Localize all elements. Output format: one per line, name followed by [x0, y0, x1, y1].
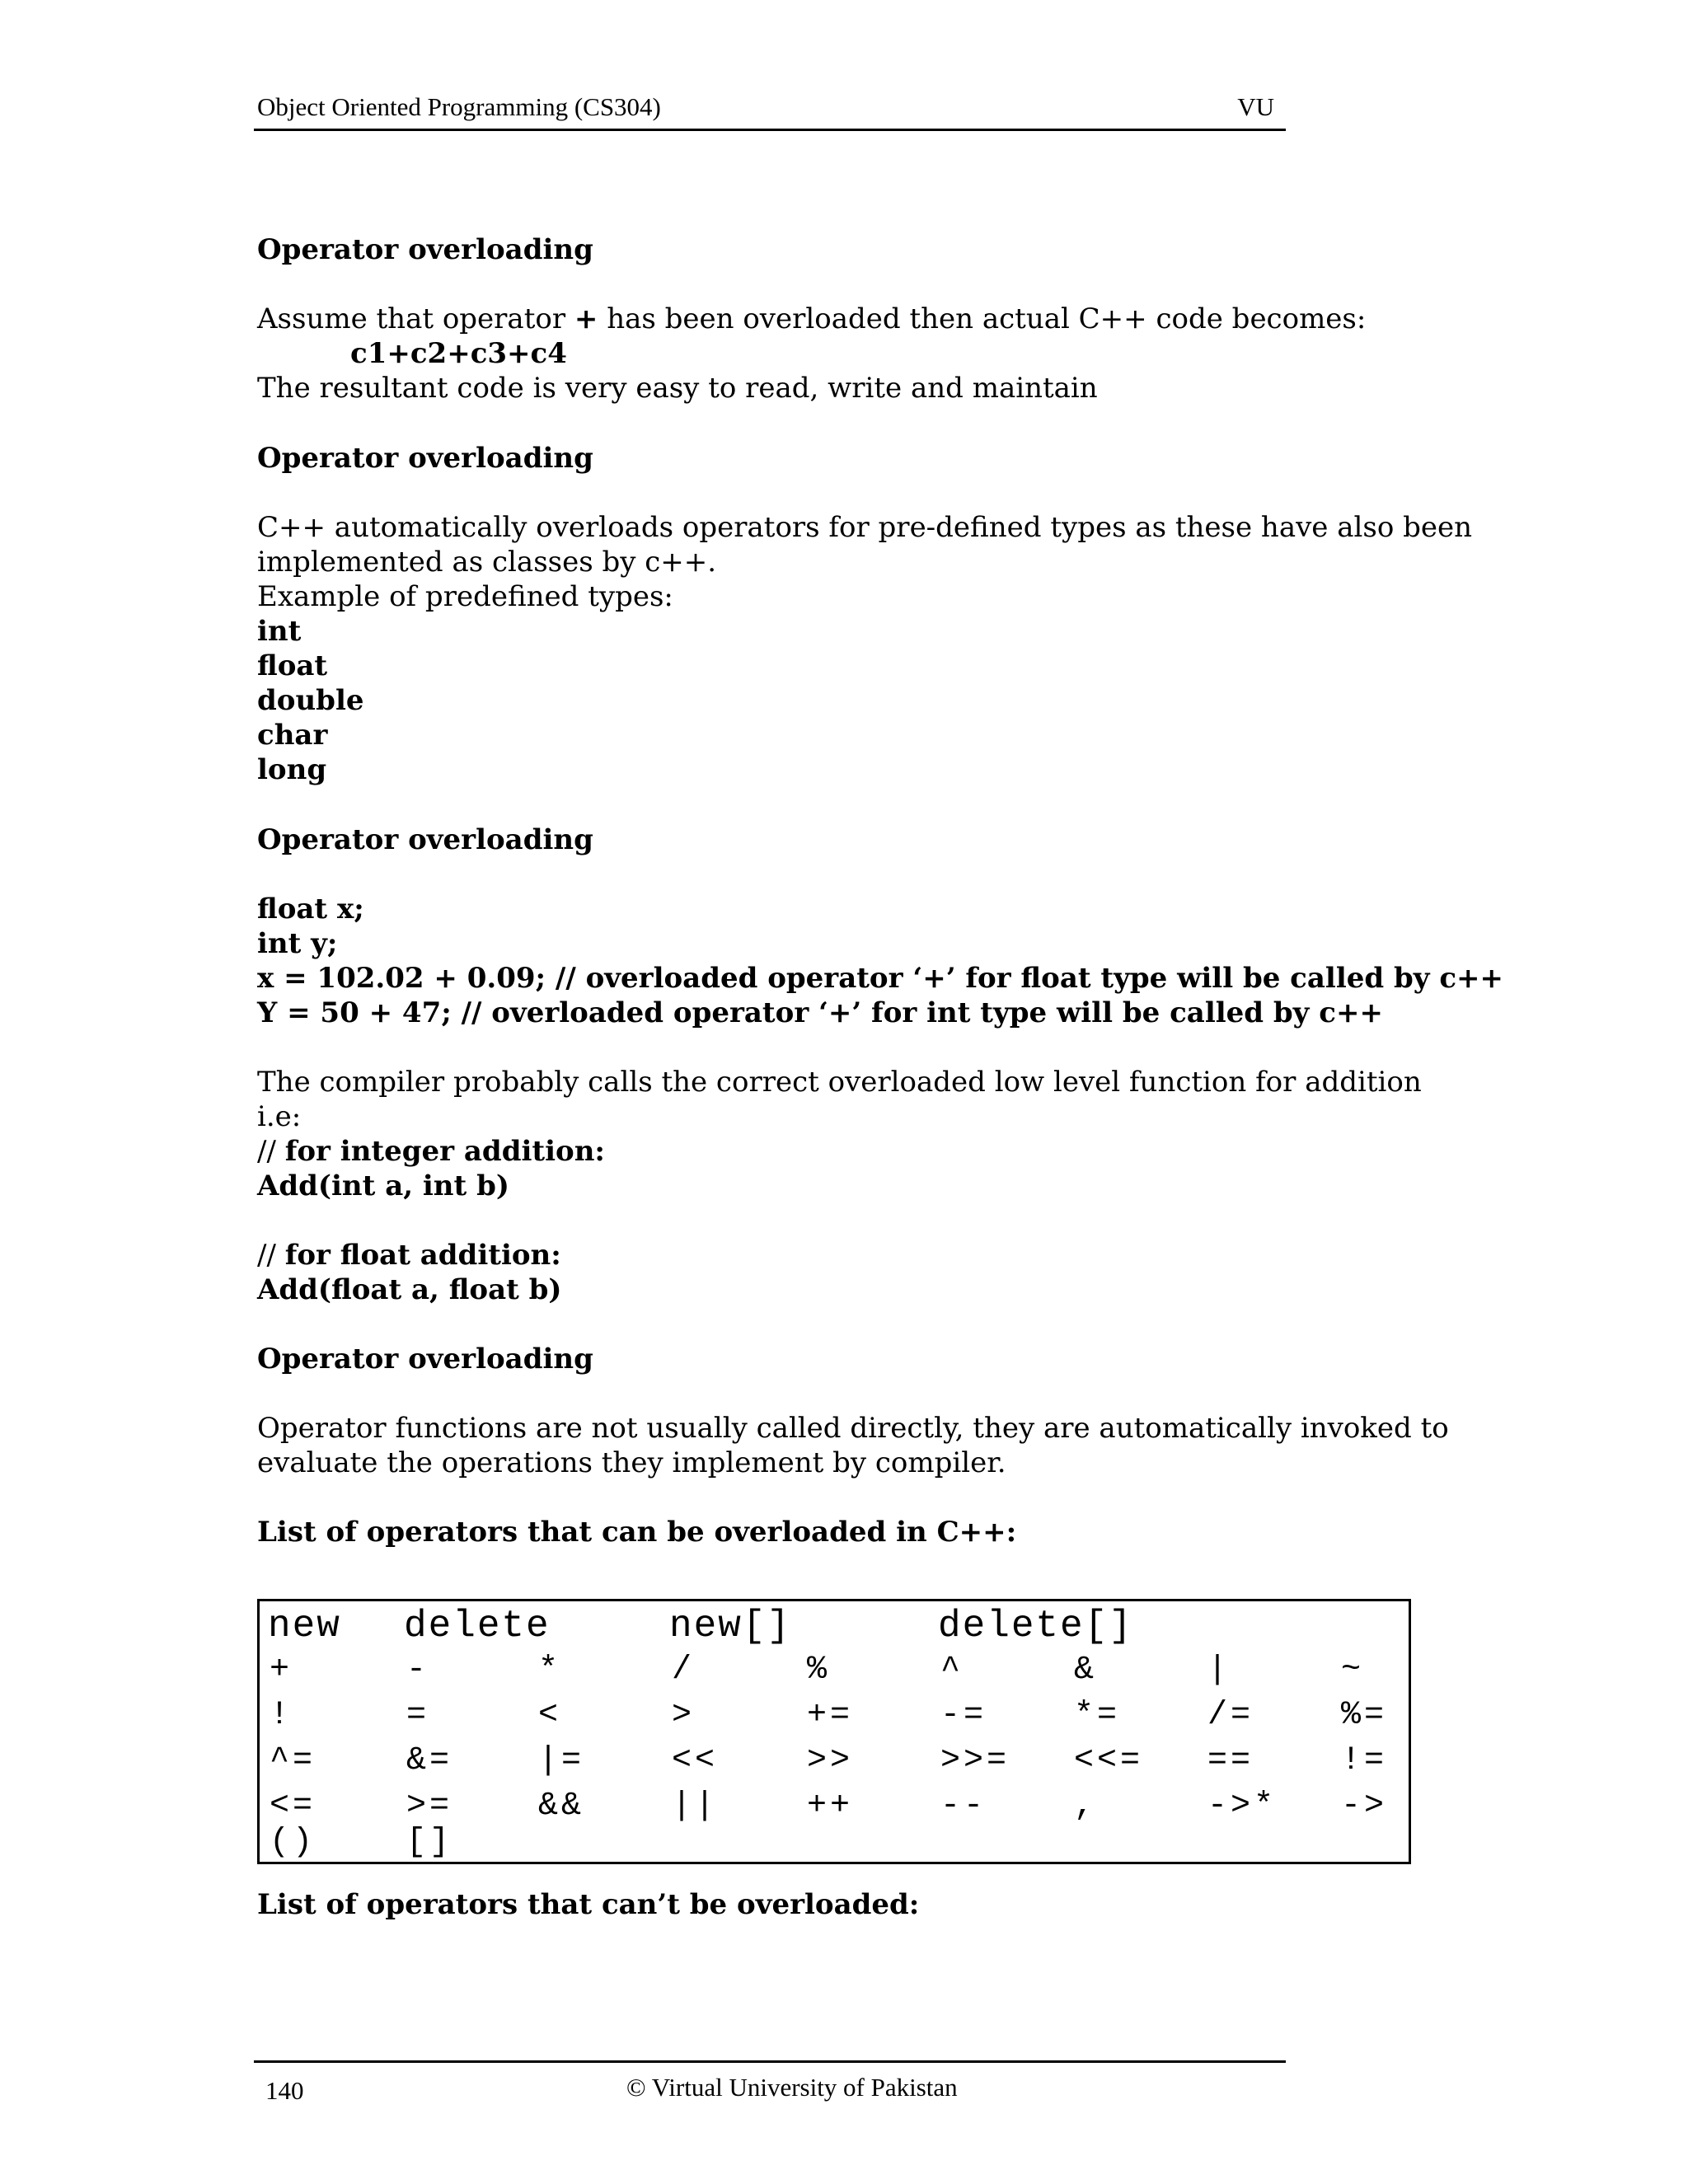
type-item: long [257, 753, 327, 786]
page-number: 140 [265, 2076, 304, 2105]
operator-cell: ^ [940, 1652, 964, 1689]
operator-cell: || [672, 1788, 719, 1825]
operator-cell: () [270, 1824, 316, 1861]
operator-cell: / [672, 1652, 696, 1689]
section-heading: Operator overloading [257, 1343, 593, 1376]
code-line: Add(int a, int b) [257, 1169, 509, 1202]
operator-cell: | [1207, 1652, 1231, 1689]
code-line: float x; [257, 893, 364, 926]
paragraph: evaluate the operations they implement by compiler. [257, 1446, 1006, 1479]
operator-cell: ++ [807, 1788, 854, 1825]
operator-cell: ! [270, 1697, 293, 1734]
section-heading: Operator overloading [257, 442, 593, 475]
paragraph: Example of predefined types: [257, 580, 673, 613]
operator-cell: *= [1074, 1697, 1121, 1734]
operator-cell: > [672, 1697, 696, 1734]
paragraph: Assume that operator + has been overloaded then actual C++ code becomes: [257, 302, 1367, 335]
paragraph: The resultant code is very easy to read, write and maintain [257, 372, 1098, 405]
operators-row [260, 1652, 1409, 1696]
operators-row [260, 1697, 1409, 1741]
code-line: x = 102.02 + 0.09; // overloaded operator ‘+’ for float type will be called by c++ [257, 962, 1504, 995]
code-example: c1+c2+c3+c4 [350, 337, 567, 370]
type-item: int [257, 615, 302, 648]
paragraph: i.e: [257, 1100, 302, 1133]
operator-cell: -- [940, 1788, 987, 1825]
institution-abbrev: VU [1237, 92, 1274, 121]
operators-row [260, 1742, 1409, 1787]
operator-cell: <<= [1074, 1742, 1144, 1779]
operator-cell: <= [270, 1788, 316, 1825]
operator-cell: >>= [940, 1742, 1010, 1779]
code-line: Add(float a, float b) [257, 1273, 562, 1306]
operator-cell: >= [406, 1788, 453, 1825]
operator-cell: * [538, 1652, 562, 1689]
list-title: List of operators that can’t be overloaded: [257, 1888, 920, 1921]
copyright-notice: © Virtual University of Pakistan [626, 2073, 958, 2102]
operator-cell: delete[] [938, 1605, 1133, 1647]
operator-cell: [] [406, 1824, 453, 1861]
paragraph: C++ automatically overloads operators for pre-defined types as these have also been [257, 511, 1473, 544]
type-item: char [257, 719, 328, 752]
operator-cell: ->* [1207, 1788, 1278, 1825]
operator-cell: == [1207, 1742, 1254, 1779]
operator-cell: ^= [270, 1742, 316, 1779]
operator-cell: = [406, 1697, 430, 1734]
paragraph: implemented as classes by c++. [257, 546, 717, 579]
page-footer [254, 2060, 1286, 2105]
operator-cell: /= [1207, 1697, 1254, 1734]
operator-cell: << [672, 1742, 719, 1779]
operator-cell: + [270, 1652, 293, 1689]
operator-cell: -> [1341, 1788, 1388, 1825]
operator-cell: < [538, 1697, 562, 1734]
operators-table [257, 1599, 1411, 1864]
operator-cell: &= [406, 1742, 453, 1779]
operators-row [260, 1824, 1409, 1868]
operator-cell: -= [940, 1697, 987, 1734]
operator-cell: ~ [1341, 1652, 1365, 1689]
operator-cell: delete [404, 1605, 551, 1647]
page-header [254, 89, 1286, 131]
section-heading: Operator overloading [257, 233, 593, 266]
list-title: List of operators that can be overloaded in C++: [257, 1516, 1017, 1549]
code-line: int y; [257, 927, 338, 960]
operator-cell: >> [807, 1742, 854, 1779]
operator-cell: & [1074, 1652, 1098, 1689]
operator-cell: - [406, 1652, 430, 1689]
operators-row [260, 1605, 1409, 1649]
paragraph: The compiler probably calls the correct overloaded low level function for addition [257, 1066, 1422, 1099]
operator-cell: += [807, 1697, 854, 1734]
code-comment: // for float addition: [257, 1239, 561, 1272]
paragraph: Operator functions are not usually called directly, they are automatically invoked to [257, 1412, 1449, 1445]
operator-cell: && [538, 1788, 585, 1825]
operator-cell: new [268, 1605, 341, 1647]
operator-cell: , [1074, 1788, 1098, 1825]
operator-cell: % [807, 1652, 831, 1689]
type-item: float [257, 649, 328, 682]
code-line: Y = 50 + 47; // overloaded operator ‘+’ for int type will be called by c++ [257, 996, 1383, 1029]
operator-cell: |= [538, 1742, 585, 1779]
section-heading: Operator overloading [257, 823, 593, 856]
code-comment: // for integer addition: [257, 1135, 605, 1168]
operator-cell: new[] [669, 1605, 792, 1647]
course-title: Object Oriented Programming (CS304) [257, 92, 661, 121]
operator-cell: != [1341, 1742, 1388, 1779]
operator-cell: %= [1341, 1697, 1388, 1734]
type-item: double [257, 684, 364, 717]
